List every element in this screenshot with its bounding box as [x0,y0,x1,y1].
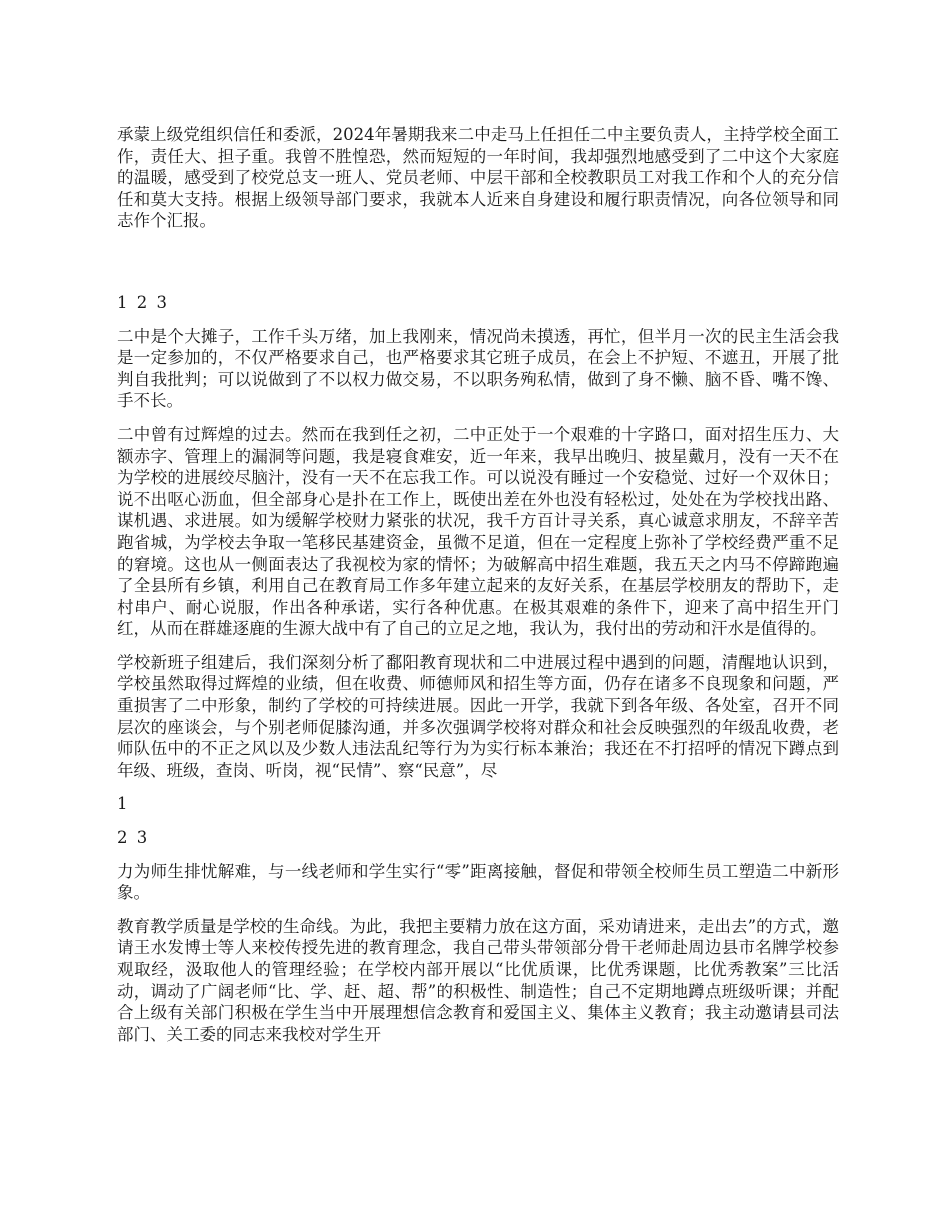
page-marker-1: 1 [117,794,130,814]
page-number-marker: 1 2 3 [117,292,169,312]
page-marker-2-3: 2 3 [117,828,150,848]
teaching-quality-paragraph: 教育教学质量是学校的生命线。为此，我把主要精力放在这方面，采劝请进来，走出去”的方式，邀请王水发博士等人来校传授先进的教育理念，我自己带头带领部分骨干老师赴周边县市名牌学校参观取经，汲取他人的管理经验；在学校内部开展以“比优质课，比优秀课题，比优秀教案”三比活动，调动了广阔老师“比、学、赶、超、帮”的积极性、制造性；自己不定期地蹲点班级听课；并配合上级有关部门积极在学生当中开展理想信念教育和爱国主义、集体主义教育；我主动邀请县司法部门、关工委的同志来我校对学生开 [117,916,839,1044]
intro-paragraph: 承蒙上级党组织信任和委派，2024年暑期我来二中走马上任担任二中主要负责人，主持学校全面工作，责任大、担子重。我曾不胜惶恐，然而短短的一年时间，我却强烈地感受到了二中这个大家庭的温暖，感受到了校党总支一班人、党员老师、中层干部和全校教职员工对我工作和个人的充分信任和莫大支持。根据上级领导部门要求，我就本人近来自身建设和履行职责情况，向各位领导和同志作个汇报。 [117,125,839,231]
continuation-paragraph: 力为师生排忧解难，与一线老师和学生实行“零”距离接触，督促和带领全校师生员工塑造二中新形象。 [117,861,839,903]
democratic-life-paragraph: 二中是个大摊子，工作千头万绪，加上我刚来，情况尚未摸透，再忙，但半月一次的民主生活会我是一定参加的，不仅严格要求自己，也严格要求其它班子成员，在会上不护短、不遮丑，开展了批判自我批判；可以说做到了不以权力做交易，不以职务殉私情，做到了身不懒、脑不昏、嘴不馋、手不长。 [117,326,839,411]
document-body [117,124,839,1057]
hardship-paragraph: 二中曾有过辉煌的过去。然而在我到任之初，二中正处于一个艰难的十字路口，面对招生压力、大额赤字、管理上的漏洞等问题，我是寝食难安，近一年来，我早出晚归、披星戴月，没有一天不在为学校的进展绞尽脑汁，没有一天不在忘我工作。可以说没有睡过一个安稳觉、过好一个双休日；说不出呕心沥血，但全部身心是扑在工作上，既使出差在外也没有轻松过，处处在为学校找出路、谋机遇、求进展。如为缓解学校财力紧张的状况，我千方百计寻关系，真心诚意求朋友，不辞辛苦跑省城，为学校去争取一笔移民基建资金，虽微不足道，但在一定程度上弥补了学校经费严重不足的窘境。这也从一侧面表达了我视校为家的情怀；为破解高中招生难题，我五天之内马不停蹄跑遍了全县所有乡镇，利用自己在教育局工作多年建立起来的友好关系，在基层学校朋友的帮助下，走村串户、耐心说服，作出各种承诺，实行各种优惠。在极其艰难的条件下，迎来了高中招生开门红，从而在群雄逐鹿的生源大战中有了自己的立足之地，我认为，我付出的劳动和汗水是值得的。 [117,424,839,639]
rectification-paragraph: 学校新班子组建后，我们深刻分析了鄱阳教育现状和二中进展过程中遇到的问题，清醒地认识到，学校虽然取得过辉煌的业绩，但在收费、师德师风和招生等方面，仍存在诸多不良现象和问题，严重损害了二中形象，制约了学校的可持续进展。因此一开学，我就下到各年级、各处室，召开不同层次的座谈会，与个别老师促膝沟通，并多次强调学校将对群众和社会反映强烈的年级乱收费，老师队伍中的不正之风以及少数人违法乱纪等行为为实行标本兼治；我还在不打招呼的情况下蹲点到年级、班级，查岗、听岗，视“民情”、察“民意”，尽 [117,652,839,780]
